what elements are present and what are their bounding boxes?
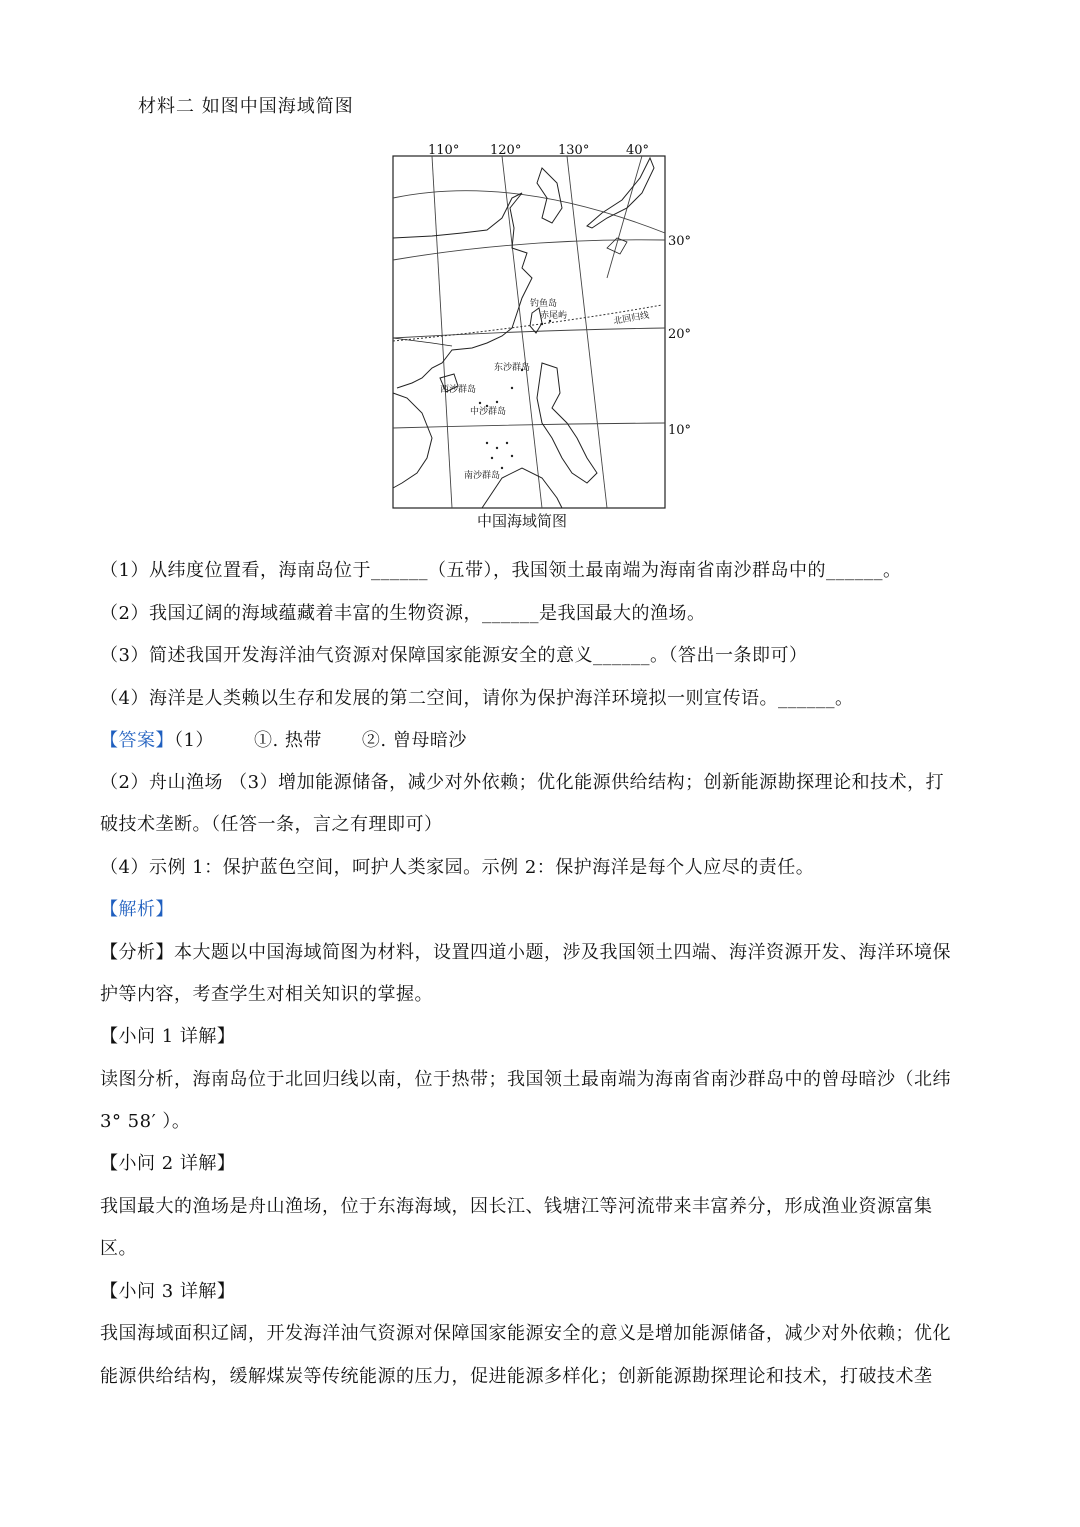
lon-label-120: 120° bbox=[490, 143, 522, 158]
meridian-130 bbox=[567, 156, 607, 508]
q1-detail-line-2: 3° 58′ ）。 bbox=[100, 1111, 191, 1132]
q2-detail-heading: 【小问 2 详解】 bbox=[100, 1153, 236, 1174]
answer-line-2: （2）舟山渔场 （3）增加能源储备，减少对外依赖；优化能源供给结构；创新能源勘探理论和技术，打 bbox=[100, 772, 945, 793]
lon-label-140: 40° bbox=[626, 143, 650, 158]
q2-detail-line-2: 区。 bbox=[100, 1238, 137, 1259]
korea-peninsula bbox=[537, 168, 562, 223]
label-diaoyu: 钓鱼岛 bbox=[530, 299, 558, 309]
label-tropic: 北回归线 bbox=[612, 310, 650, 327]
lat-label-10: 10° bbox=[668, 423, 692, 438]
parallel-30 bbox=[393, 240, 665, 260]
lat-label-20: 20° bbox=[668, 327, 692, 342]
parallel-10 bbox=[393, 423, 665, 428]
china-sea-map bbox=[392, 138, 692, 538]
philippines bbox=[537, 363, 597, 483]
label-xisha: 西沙群岛 bbox=[440, 385, 477, 395]
q3-detail-line-2: 能源供给结构，缓解煤炭等传统能源的压力，促进能源多样化；创新能源勘探理论和技术，打破技术垄 bbox=[100, 1366, 933, 1387]
answer-part1-b: ②. 曾母暗沙 bbox=[361, 730, 467, 751]
analysis-fenxi-1: 【分析】本大题以中国海域简图为材料，设置四道小题，涉及我国领土四端、海洋资源开发、海洋环境保 bbox=[100, 942, 951, 963]
map-figure bbox=[392, 138, 692, 518]
lon-label-130: 130° bbox=[558, 143, 590, 158]
material-title: 材料二 如图中国海域简图 bbox=[138, 96, 354, 117]
answer-line-3: 破技术垄断。（任答一条，言之有理即可） bbox=[100, 814, 443, 835]
mainland-coast bbox=[393, 193, 532, 388]
answer-part1-a: ①. 热带 bbox=[253, 730, 322, 751]
answer-label: 【答案】 bbox=[100, 730, 174, 751]
coast-detail bbox=[393, 338, 452, 346]
label-zhongsha: 中沙群岛 bbox=[470, 407, 507, 417]
analysis-fenxi-2: 护等内容，考查学生对相关知识的掌握。 bbox=[100, 984, 433, 1005]
question-1: （1）从纬度位置看，海南岛位于______（五带），我国领土最南端为海南省南沙群岛中的______。 bbox=[100, 560, 902, 581]
lon-label-110: 110° bbox=[428, 143, 460, 158]
meridian-110 bbox=[432, 156, 452, 508]
question-2: （2）我国辽阔的海域蕴藏着丰富的生物资源，______是我国最大的渔场。 bbox=[100, 603, 706, 624]
q2-detail-line-1: 我国最大的渔场是舟山渔场，位于东海海域，因长江、钱塘江等河流带来丰富养分，形成渔业资源富集 bbox=[100, 1196, 933, 1217]
q1-detail-heading: 【小问 1 详解】 bbox=[100, 1026, 236, 1047]
label-nansha: 南沙群岛 bbox=[464, 471, 501, 481]
answer-line-1 bbox=[100, 720, 985, 762]
label-chiwei: 赤尾屿 bbox=[540, 311, 568, 321]
lat-label-30: 30° bbox=[668, 234, 692, 249]
q1-detail-line-1: 读图分析，海南岛位于北回归线以南，位于热带；我国领土最南端为海南省南沙群岛中的曾母暗沙（北纬 bbox=[100, 1069, 951, 1090]
indochina-coast bbox=[393, 393, 432, 488]
analysis-label: 【解析】 bbox=[100, 899, 174, 920]
answer-part1-prefix: （1） bbox=[174, 730, 214, 751]
answer-line-4: （4）示例 1：保护蓝色空间，呵护人类家园。示例 2：保护海洋是每个人应尽的责任。 bbox=[100, 857, 815, 878]
question-3: （3）简述我国开发海洋油气资源对保障国家能源安全的意义______。（答出一条即可） bbox=[100, 645, 808, 666]
q3-detail-heading: 【小问 3 详解】 bbox=[100, 1281, 236, 1302]
q3-detail-line-1: 我国海域面积辽阔，开发海洋油气资源对保障国家能源安全的意义是增加能源储备，减少对外依赖；优化 bbox=[100, 1323, 951, 1344]
meridian-140 bbox=[607, 156, 642, 278]
map-caption: 中国海域简图 bbox=[476, 512, 567, 530]
question-4: （4）海洋是人类赖以生存和发展的第二空间，请你为保护海洋环境拟一则宣传语。______。 bbox=[100, 688, 854, 709]
label-dongsha: 东沙群岛 bbox=[494, 363, 531, 373]
